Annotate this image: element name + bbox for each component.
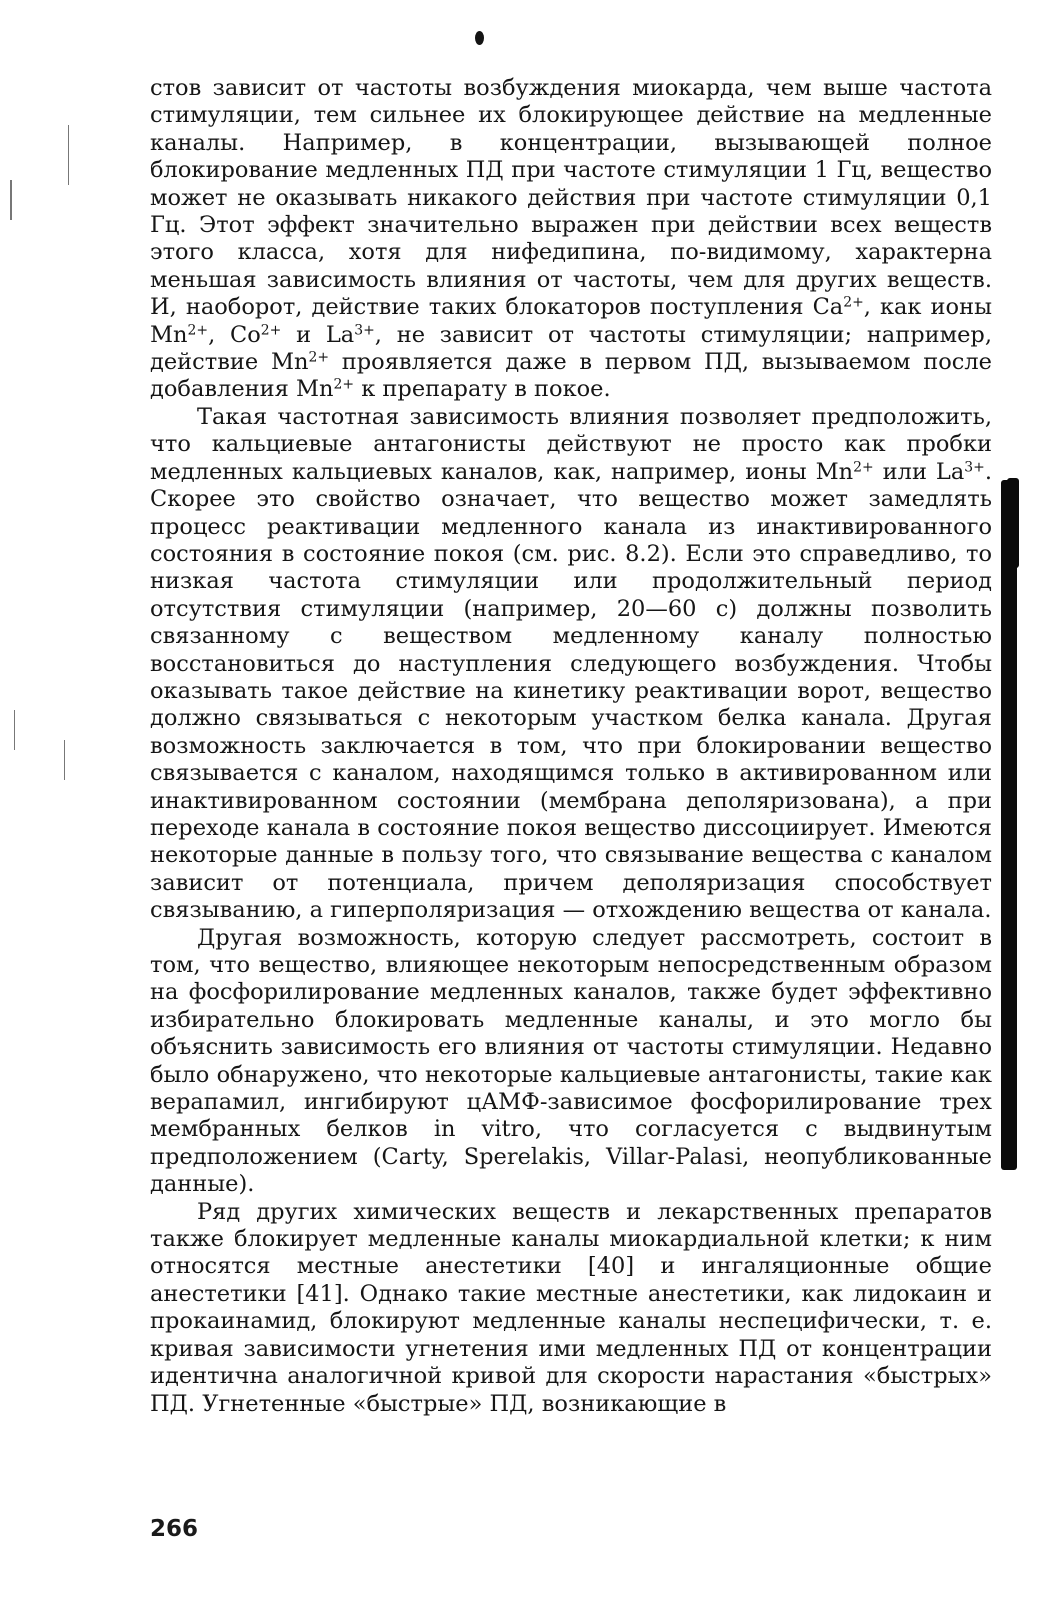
text-run: Ряд других химических веществ и лекарственных препаратов также блокирует медленные каналы миокардиальной клетки; к ним относятся местные анестетики [40] и ингаляционные общие анестетики [41]. Однако такие местные анестетики, как лидокаин и прокаинамид, блокируют медленные каналы неспецифически, т. е. кривая зависимости угнетения ими медленных ПД от концентрации идентична аналогичной кривой для скорости нарастания «быстрых» ПД. Угнетенные «быстрые» ПД, возникающие в: [150, 1198, 992, 1417]
body-text: [150, 75, 992, 1418]
text-run: , не зависит от частоты стимуляции; например, действие Mn: [150, 321, 992, 376]
page-number: 266: [150, 1516, 199, 1542]
text-run: . Скорее это свойство означает, что вещество может замедлять процесс реактивации медленного канала из инактивированного состояния в состояние покоя (см. рис. 8.2). Если это справедливо, то низкая частота стимуляции или продолжительный период отсутствия стимуляции (например, 20—60 с) должны позволить связанному с веществом медленному каналу полностью восстановиться до наступления следующего возбуждения. Чтобы оказывать такое действие на кинетику реактивации ворот, вещество должно связываться с некоторым участком белка канала. Другая возможность заключается в том, что при блокировании вещество связывается с каналом, находящимся только в активированном или инактивированном состоянии (мембрана деполяризована), а при переходе канала в состояние покоя вещество диссоциирует. Имеются некоторые данные в пользу того, что связывание вещества с каналом зависит от потенциала, причем деполяризация способствует связыванию, а гиперполяризация — отхождению вещества от канала.: [150, 458, 992, 924]
superscript: 2+: [260, 321, 282, 338]
superscript: 2+: [853, 459, 874, 476]
text-run: и La: [281, 321, 355, 348]
text-run: Другая возможность, которую следует рассмотреть, состоит в том, что вещество, влияющее некоторым непосредственным образом на фосфорилирование медленных каналов, также будет эффективно избирательно блокировать медленные каналы, и это могло бы объяснить зависимость его влияния от частоты стимуляции. Недавно было обнаружено, что некоторые кальциевые антагонисты, такие как верапамил, ингибируют цАМФ-зависимое фосфорилирование трех мембранных белков in vitro, что согласуется с выдвинутым предположением (Carty, Sperelakis, Villar-Palasi, неопубликованные данные).: [150, 924, 992, 1198]
superscript: 2+: [333, 376, 355, 393]
text-run: Такая частотная зависимость влияния позволяет предположить, что кальциевые антагонисты действуют не просто как пробки медленных кальциевых каналов, как, например, ионы Mn: [150, 403, 992, 485]
scan-edge-shadow: [1001, 480, 1017, 1170]
text-run: или La: [873, 458, 965, 485]
text-run: к препарату в покое.: [354, 376, 611, 403]
text-run: стов зависит от частоты возбуждения миокарда, чем выше частота стимуляции, тем сильнее их блокирующее действие на медленные каналы. Например, в концентрации, вызывающей полное блокирование медленных ПД при частоте стимуляции 1 Гц, вещество может не оказывать никакого действия при частоте стимуляции 0,1 Гц. Этот эффект значительно выражен при действии всех веществ этого класса, хотя для нифедипина, по-видимому, характерна меньшая зависимость влияния от частоты, чем для других веществ. И, наоборот, действие таких блокаторов поступления Ca: [150, 75, 992, 321]
text-run: , Co: [208, 321, 261, 348]
paragraph-4: [150, 1199, 992, 1418]
scan-speck: [68, 125, 69, 185]
scan-speck: [10, 180, 12, 220]
paragraph-2: [150, 404, 992, 925]
text-run: проявляется даже в первом ПД, вызываемом после добавления Mn: [150, 349, 992, 403]
superscript: 2+: [308, 349, 330, 366]
superscript: 2+: [843, 294, 864, 311]
superscript: 3+: [964, 459, 985, 476]
scan-speck: [14, 710, 15, 750]
paragraph-1: [150, 75, 992, 404]
superscript: 2+: [187, 321, 209, 338]
scan-speck: [64, 740, 65, 780]
text-run: , как ионы Mn: [150, 294, 992, 348]
print-mark: [475, 31, 484, 45]
paragraph-3: [150, 925, 992, 1199]
superscript: 3+: [354, 321, 375, 338]
